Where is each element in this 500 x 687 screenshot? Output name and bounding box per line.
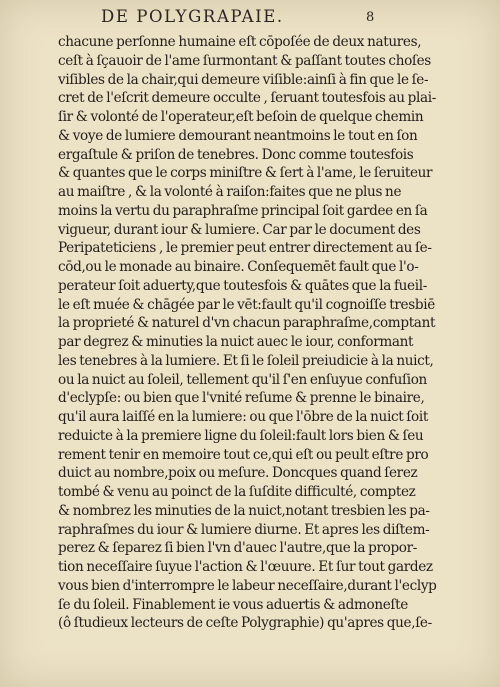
text-line: la proprieté & naturel d'vn chacun paraphraſme,comptant	[58, 315, 436, 332]
text-line: tombé & venu au poinct de la ſuſdite difficulté, comptez	[58, 484, 416, 500]
text-line: moins la vertu du paraphraſme principal ſoit gardee en ſa	[58, 202, 428, 219]
text-line: ſe du ſoleil. Finablement ie vous aduertis & admoneſte	[58, 596, 408, 613]
text-line: ou la nuict au ſoleil, tellement qu'il ſ'en enſuyue confuſion	[58, 371, 427, 388]
text-line: reduicte à la premiere ligne du ſoleil:fault lors bien & ſeu	[58, 427, 424, 444]
text-line: le eſt muée & chāgée par le vēt:fault qu'il cognoiſſe tresbiē	[58, 296, 435, 313]
page-number: 8	[366, 10, 375, 25]
text-line: & nombrez les minuties de la nuict,notant tresbien les pa-	[58, 502, 430, 519]
text-line: Peripateticiens , le premier peut entrer directement au ſe-	[58, 240, 432, 257]
text-line: d'eclypſe: ou bien que l'vnité reſume & prenne le binaire,	[58, 390, 425, 407]
text-line: rement tenir en memoire tout ce,qui eſt ou peult eſtre pro	[58, 446, 429, 463]
text-line: les tenebres à la lumiere. Et ſi le ſoleil preiudicie à la nuict,	[58, 352, 434, 369]
text-line: (ô ſtudieux lecteurs de ceſte Polygraphie) qu'apres que,ſe-	[58, 615, 432, 632]
text-line: perez & ſeparez ſi bien l'vn d'auec l'autre,que la propor-	[58, 540, 418, 557]
page-header	[0, 7, 500, 31]
text-line: raphraſmes du iour & lumiere diurne. Et apres les diſtem-	[58, 521, 430, 538]
text-line: cōd,ou le monade au binaire. Conſequemēt fault que l'o-	[58, 259, 419, 275]
text-line: viſibles de la chair,qui demeure viſible:ainſi à fin que le ſe-	[58, 71, 429, 88]
text-line: par degrez & minuties la nuict auec le iour, conformant	[58, 334, 414, 350]
body-text	[58, 33, 437, 633]
text-line: chacune perſonne humaine eſt cōpoſée de deux natures,	[58, 34, 422, 50]
text-line: vous bien d'interrompre le labeur neceſſaire,durant l'eclyp	[58, 577, 437, 594]
text-line: cret de l'eſcrit demeure occulte , ſeruant toutesfois au plai-	[58, 90, 436, 107]
text-line: perateur ſoit aduerty,que toutesfois & quātes que la fueil-	[58, 277, 427, 294]
text-line: & voye de lumiere demourant neantmoins le tout en ſon	[58, 127, 418, 144]
text-line: ceſt à ſçauoir de l'ame ſurmontant & paſſant toutes choſes	[58, 52, 431, 69]
text-line: duict au nombre,poix ou meſure. Doncques quand ſerez	[58, 465, 418, 482]
text-line: tion neceſſaire ſuyue l'action & l'œuure. Et ſur tout gardez	[58, 559, 433, 575]
text-line: au maiſtre , & la volonté à raiſon:faites que ne plus ne	[58, 184, 402, 200]
running-title: DE POLYGRAPAIE.	[101, 7, 284, 26]
text-line: & quantes que le corps miniſtre & ſert à l'ame, le ſeruiteur	[58, 165, 433, 182]
text-line: ſir & volonté de l'operateur,eſt beſoin de quelque chemin	[58, 109, 424, 125]
text-line: qu'il aura laiſſé en la lumiere: ou que l'ōbre de la nuict ſoit	[58, 409, 428, 425]
text-line: ergaſtule & priſon de tenebres. Donc comme toutesfois	[58, 146, 414, 163]
text-line: vigueur, durant iour & lumiere. Car par le document des	[58, 221, 421, 238]
